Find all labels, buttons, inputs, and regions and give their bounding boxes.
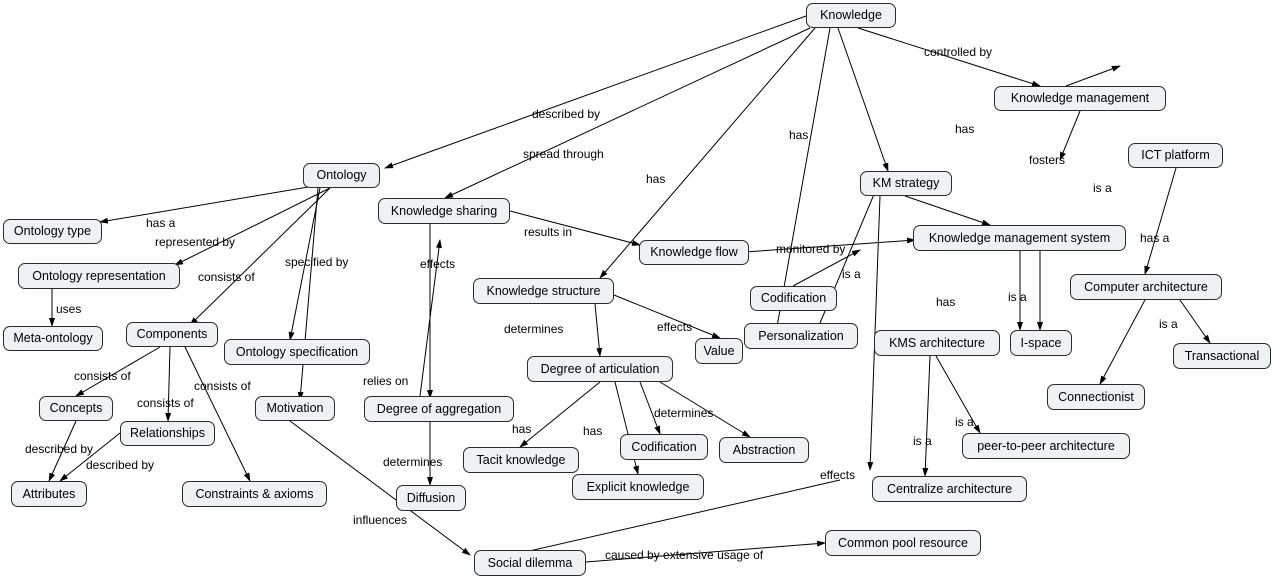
node-tacit_knowledge[interactable]: Tacit knowledge (463, 447, 579, 473)
node-degree_of_aggregation[interactable]: Degree of aggregation (364, 396, 514, 422)
node-peer_to_peer[interactable]: peer-to-peer architecture (962, 433, 1130, 459)
node-knowledge_structure[interactable]: Knowledge structure (473, 278, 614, 304)
edge-label-lbl_is_a_ict: is a (1093, 181, 1112, 195)
edge-label-lbl_determines_ks: determines (504, 322, 564, 336)
node-knowledge_sharing[interactable]: Knowledge sharing (378, 198, 510, 224)
node-constraints_axioms[interactable]: Constraints & axioms (182, 481, 327, 507)
edge-label-lbl_described_by_1: described by (25, 442, 94, 456)
edge-label-lbl_determines_doa: determines (654, 406, 714, 420)
edge-label-lbl_consists_of_3: consists of (194, 379, 251, 393)
node-connectionist[interactable]: Connectionist (1047, 384, 1145, 410)
node-meta_ontology[interactable]: Meta-ontology (3, 326, 103, 351)
node-attributes[interactable]: Attributes (11, 481, 87, 507)
edge (1066, 66, 1120, 86)
edge-label-lbl_has_kms_arch: has (936, 295, 956, 309)
node-personalization[interactable]: Personalization (744, 323, 858, 349)
node-ontology[interactable]: Ontology (303, 163, 380, 188)
node-centralize_architecture[interactable]: Centralize architecture (872, 476, 1027, 502)
edge (1145, 168, 1176, 274)
edge-label-lbl_consists_of_4: consists of (137, 396, 194, 410)
edge-label-lbl_is_a_p2p: is a (955, 415, 974, 429)
edge-label-lbl_has_flow: has (646, 172, 666, 186)
edge-label-lbl_relies_on: relies on (363, 374, 409, 388)
node-codification_top[interactable]: Codification (750, 286, 837, 311)
edge (905, 196, 990, 225)
node-social_dilemma[interactable]: Social dilemma (474, 550, 586, 576)
edge-label-lbl_uses: uses (56, 302, 82, 316)
node-relationships[interactable]: Relationships (120, 421, 215, 446)
node-ontology_specification[interactable]: Ontology specification (224, 339, 370, 365)
node-ict_platform[interactable]: ICT platform (1128, 143, 1223, 168)
node-components[interactable]: Components (126, 322, 218, 347)
edge-label-lbl_effects_social: effects (820, 468, 856, 482)
edge (838, 28, 888, 171)
edge (445, 28, 810, 198)
edge (385, 16, 809, 168)
node-diffusion[interactable]: Diffusion (396, 485, 466, 511)
edge-label-lbl_effects_value: effects (657, 320, 693, 334)
node-kms[interactable]: Knowledge management system (913, 225, 1126, 251)
edge-label-lbl_has_a_ontology: has a (146, 216, 176, 230)
edge-label-lbl_influences: influences (353, 513, 408, 527)
edge-label-lbl_controlled_by: controlled by (924, 45, 993, 59)
edge (595, 304, 600, 356)
edge-label-lbl_represented_by: represented by (155, 235, 236, 249)
edge-label-lbl_is_a_ispace: is a (1008, 290, 1027, 304)
edge-label-lbl_has_km: has (955, 122, 975, 136)
edge (300, 188, 318, 400)
edge-label-lbl_spread_through: spread through (523, 147, 604, 161)
edge-label-lbl_determines_diff: determines (383, 455, 443, 469)
node-km_strategy[interactable]: KM strategy (860, 171, 952, 196)
edge-label-lbl_is_a_central: is a (913, 434, 932, 448)
node-computer_architecture[interactable]: Computer architecture (1070, 274, 1222, 300)
edge-label-lbl_consists_of_2: consists of (74, 369, 131, 383)
edge (1180, 300, 1210, 343)
node-common_pool_resource[interactable]: Common pool resource (825, 530, 981, 556)
node-kms_architecture[interactable]: KMS architecture (874, 330, 1000, 356)
node-transactional[interactable]: Transactional (1173, 343, 1271, 369)
edge (185, 347, 250, 481)
node-motivation[interactable]: Motivation (255, 396, 335, 421)
edge-label-lbl_specified_by: specified by (285, 255, 349, 269)
edge-label-lbl_fosters: fosters (1029, 153, 1066, 167)
edge-label-lbl_has_value: has (789, 128, 809, 142)
node-value[interactable]: Value (695, 338, 743, 364)
edge (925, 356, 930, 476)
node-codification_mid[interactable]: Codification (620, 434, 708, 460)
edge-label-lbl_is_a_codification: is a (842, 267, 861, 281)
node-knowledge_management[interactable]: Knowledge management (994, 86, 1166, 111)
node-knowledge[interactable]: Knowledge (806, 3, 896, 28)
edge-label-lbl_has_explicit: has (583, 424, 603, 438)
node-concepts[interactable]: Concepts (39, 396, 113, 421)
edge-label-lbl_has_a_comp_arch: has a (1140, 231, 1170, 245)
node-abstraction[interactable]: Abstraction (719, 437, 809, 463)
edge-label-lbl_caused_by: caused by extensive usage of (605, 548, 764, 562)
edge (615, 382, 638, 474)
node-ontology_representation[interactable]: Ontology representation (18, 263, 180, 289)
node-i_space[interactable]: I-space (1010, 330, 1072, 356)
node-ontology_type[interactable]: Ontology type (3, 219, 102, 244)
edge-label-lbl_described_by_top: described by (532, 107, 601, 121)
edge-label-lbl_has_tacit: has (512, 422, 532, 436)
node-degree_of_articulation[interactable]: Degree of articulation (527, 356, 673, 382)
edge-label-lbl_is_a_transactional: is a (1159, 317, 1178, 331)
edge-label-lbl_results_in: results in (524, 225, 573, 239)
edge-label-lbl_consists_of_1: consists of (198, 270, 255, 284)
edge (1100, 300, 1145, 384)
edge-label-lbl_described_by_2: described by (86, 458, 155, 472)
node-explicit_knowledge[interactable]: Explicit knowledge (572, 474, 704, 500)
edge (60, 433, 120, 481)
edge-label-lbl_monitored_by: monitored by (776, 242, 846, 256)
edge-label-lbl_effects_ks: effects (420, 257, 456, 271)
node-knowledge_flow[interactable]: Knowledge flow (639, 240, 749, 265)
